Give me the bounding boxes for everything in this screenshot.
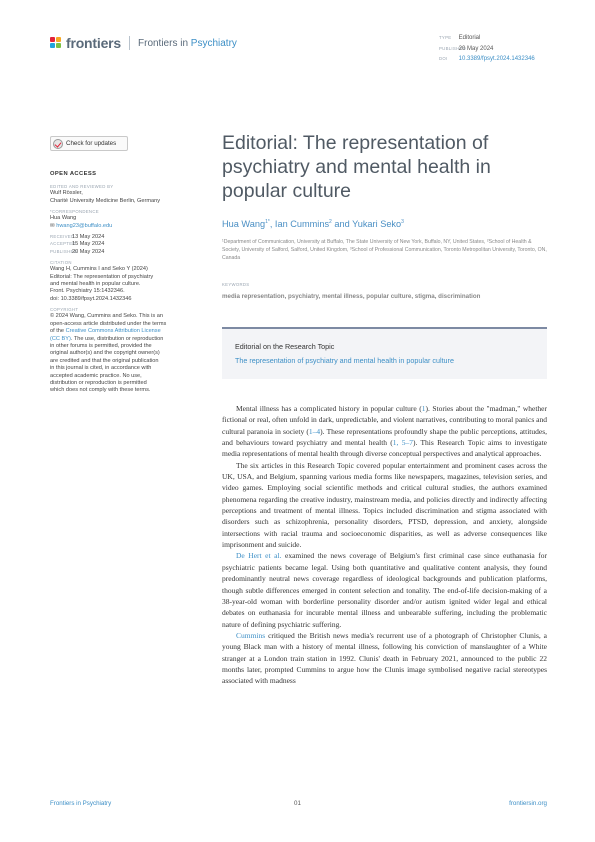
check-icon xyxy=(53,139,63,149)
article-body xyxy=(222,403,547,687)
frontiers-logo-icon xyxy=(50,37,63,50)
author-list: Hua Wang$^{1*}$, Ian Cummins$^2$ and Yukari Seko$^3$ xyxy=(222,219,404,230)
keywords: media representation, psychiatry, mental illness, popular culture, stigma, discrimination xyxy=(222,293,481,300)
research-topic-box xyxy=(222,327,547,379)
logo-divider xyxy=(129,36,130,50)
editor-block: EDITED AND REVIEWED BY Wulf Rössler, Charité University Medicine Berlin, Germany xyxy=(50,184,161,204)
reference-link[interactable]: 1, 5–7 xyxy=(392,438,413,448)
citation-block: CITATION Wang H, Cummins I and Seko Y (2024) Editorial: The representation of psychiatry and mental health in popular culture. Front. Psychiatry 15:1432346. doi: 10.3389/fpsyt.2024.1432346 xyxy=(50,260,154,302)
keywords-label: KEYWORDS xyxy=(222,282,250,287)
author-reference-link[interactable]: Cummins xyxy=(236,630,266,640)
author-link[interactable]: Hua Wang xyxy=(222,219,266,230)
reference-link[interactable]: 1–4 xyxy=(308,426,321,436)
footer-site-link[interactable]: frontiersin.org xyxy=(509,800,547,807)
paragraph: Mental illness has a complicated history in popular culture (1). Stories about the "madman," whether fictional or real, often unfold in dark, unpredictable, and violent narratives, contributing to moral panics and cultural paranoia in society (1–4). These representations profoundly shape the public perceptions, attitudes, and behaviours toward psychiatry and mental health (1, 5–7). This Research Topic aims to investigate media representations of mental health through diverse conceptual perspectives and analytical approaches. xyxy=(222,404,547,459)
frontiers-logo[interactable] xyxy=(50,34,237,52)
journal-name: Frontiers in Psychiatry xyxy=(138,37,237,49)
paragraph: Cummins critiqued the British news media's recurrent use of a photograph of Christopher Clunis, a young Black man with a history of mental illness, following his conviction of manslaughter of a White stranger at a London train station in 1992. Clunis' death in February 2021, announced to the public 22 months later, prompted Cummins to argue how the Clunis image symbolised negative racial stereotypes associated with madness xyxy=(222,630,547,686)
paragraph: De Hert et al. examined the news coverage of Belgium's first criminal case since euthanasia for psychiatric patients became legal. Using both quantitative and qualitative content analysis, they found predominantly neutral news coverage regardless of ideological backgrounds and publication platforms, though subtle differences emerged in content selection and tonality. The end-of-life decision-making of a 38-year-old woman with borderline personality disorder and/or autism ignited wider legal and ethical debates on euthanasia for incurable mental illness and unbearable suffering, including the problematic nature of defining psychiatric suffering. xyxy=(222,551,547,629)
correspondence-block: *CORRESPONDENCE Hua Wang ✉ hwang23@buffalo.edu xyxy=(50,209,113,229)
research-topic-label: Editorial on the Research Topic xyxy=(235,342,335,351)
brand-name: frontiers xyxy=(66,35,121,51)
email-link[interactable]: hwang23@buffalo.edu xyxy=(56,222,113,229)
author-link[interactable]: Ian Cummins xyxy=(274,219,330,230)
published-date: 20 May 2024 xyxy=(458,45,494,52)
research-topic-link[interactable]: The representation of psychiatry and mental health in popular culture xyxy=(235,356,454,365)
check-for-updates-button[interactable]: Check for updates xyxy=(50,136,128,151)
cc-license-link[interactable]: Creative Commons Attribution License xyxy=(65,328,161,335)
footer-journal-link[interactable]: Frontiers in Psychiatry xyxy=(50,800,112,807)
open-access-label: OPEN ACCESS xyxy=(50,171,97,177)
mail-icon: ✉ xyxy=(50,222,55,229)
author-reference-link[interactable]: De Hert et al. xyxy=(236,551,282,561)
page-number: 01 xyxy=(294,800,301,807)
cc-by-link[interactable]: (CC BY) xyxy=(50,335,71,342)
article-type: Editorial xyxy=(458,35,481,41)
doi-link[interactable]: 10.3389/fpsyt.2024.1432346 xyxy=(458,56,535,62)
article-meta: TYPE Editorial PUBLISHED 20 May 2024 DOI 10.3389/fpsyt.2024.1432346 xyxy=(439,35,535,62)
reference-link[interactable]: 1 xyxy=(421,404,426,413)
author-link[interactable]: Yukari Seko xyxy=(352,219,402,230)
article-sidebar xyxy=(50,171,190,399)
dates-block: RECEIVED 13 May 2024 ACCEPTED 15 May 2024 PUBLISHED 20 May 2024 xyxy=(50,234,105,255)
article-title: Editorial: The representation of psychiatry and mental health in popular culture xyxy=(222,132,491,202)
affiliations: ¹Department of Communication, University at Buffalo, The State University of New York, Buffalo, NY, United States, ²School of Health & Society, University of Salford, Salford, United Kingdom, ³School of Professional Communication, Toronto Metropolitan University, Toronto, ON, Canada xyxy=(222,239,547,261)
paragraph: The six articles in this Research Topic covered popular entertainment and prominent cases across the UK, USA, and Belgium, spanning various media forms like newspapers, magazines, television series, and video games. Employing social scientific methods and critical cultural studies, the authors examined phenomena regarding the creative industry, mainstream media, and policies directly and indirectly affecting perceptions and treatment of mental illness. Topics included discrimination and stigma associated with disorders such as schizophrenia, personality disorders, PTSD, depression, and anxiety, alongside intersections with racial trauma and socioeconomic disparities, as well as adverse consequences like imprisonment and suicide. xyxy=(222,460,547,550)
copyright-block: COPYRIGHT © 2024 Wang, Cummins and Seko. This is an open-access article distributed under the terms of the Creative Commons Attribution License (CC BY). The use, distribution or reproduction in other forums is permitted, provided the original author(s) and the copyright owner(s) are credited and that the original publication in this journal is cited, in accordance with accepted academic practice. No use, distribution or reproduction is permitted which does not comply with these terms. xyxy=(50,307,167,394)
